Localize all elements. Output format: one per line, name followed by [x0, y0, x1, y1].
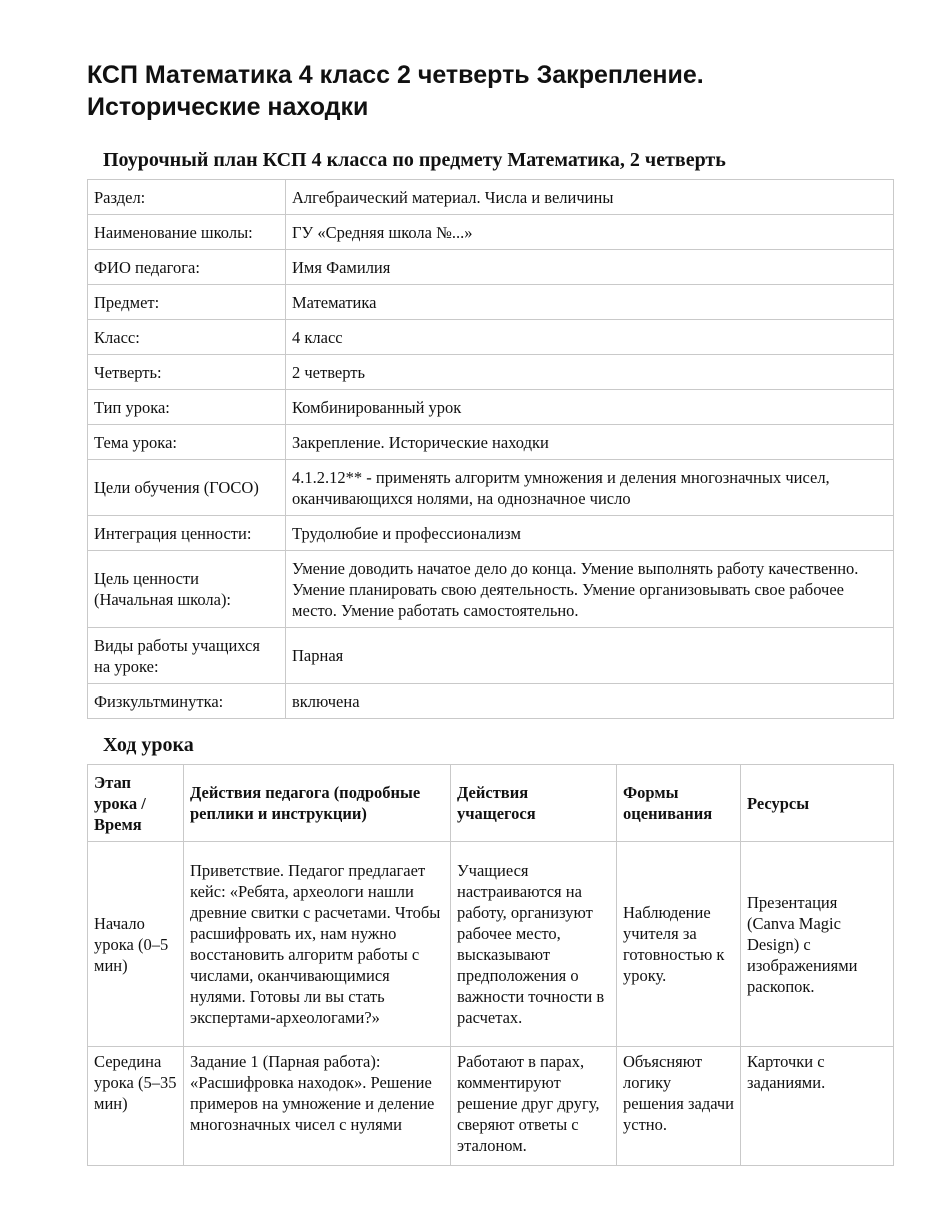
plan-label: Цели обучения (ГОСО) — [88, 460, 286, 516]
plan-row-learning-goals — [88, 460, 894, 516]
plan-label: Физкультминутка: — [88, 684, 286, 719]
plan-value: Трудолюбие и профессионализм — [286, 516, 894, 551]
lesson-header-row — [88, 765, 894, 842]
column-header-teacher-actions: Действия педагога (подробные реплики и инструкции) — [184, 765, 451, 842]
plan-heading: Поурочный план КСП 4 класса по предмету Математика, 2 четверть — [103, 149, 726, 171]
student-actions: Учащиеся настраиваются на работу, организуют рабочее место, высказывают предположения о важности точности в расчетах. — [451, 842, 617, 1047]
plan-value: Комбинированный урок — [286, 390, 894, 425]
teacher-actions: Задание 1 (Парная работа): «Расшифровка находок». Решение примеров на умножение и деление многозначных чисел с нулями — [184, 1047, 451, 1166]
plan-value: Алгебраический материал. Числа и величины — [286, 180, 894, 215]
lesson-resources: Карточки с заданиями. — [741, 1047, 894, 1166]
plan-label: Предмет: — [88, 285, 286, 320]
plan-value: ГУ «Средняя школа №...» — [286, 215, 894, 250]
plan-row-physical-break — [88, 684, 894, 719]
plan-value: 4 класс — [286, 320, 894, 355]
plan-value: 4.1.2.12** - применять алгоритм умножения и деления многозначных чисел, оканчивающихся нолями, на однозначное число — [286, 460, 894, 516]
plan-row-value-integration — [88, 516, 894, 551]
assessment-form: Наблюдение учителя за готовностью к уроку. — [617, 842, 741, 1047]
plan-value: Имя Фамилия — [286, 250, 894, 285]
plan-label: Виды работы учащихся на уроке: — [88, 628, 286, 684]
teacher-actions: Приветствие. Педагог предлагает кейс: «Ребята, археологи нашли древние свитки с расчетами. Чтобы расшифровать их, нам нужно восстановить алгоритм работы с числами, оканчивающимися нулями. Готовы ли вы стать экспертами-археологами?» — [184, 842, 451, 1047]
lesson-stage: Середина урока (5–35 мин) — [88, 1047, 184, 1166]
plan-value: Математика — [286, 285, 894, 320]
plan-label: ФИО педагога: — [88, 250, 286, 285]
plan-row-work-types — [88, 628, 894, 684]
plan-table — [87, 179, 894, 719]
lesson-table — [87, 764, 894, 1166]
page-title: КСП Математика 4 класс 2 четверть Закрепление. Исторические находки — [87, 61, 704, 121]
plan-label: Наименование школы: — [88, 215, 286, 250]
table-row — [88, 1047, 894, 1166]
plan-row-teacher — [88, 250, 894, 285]
lesson-heading: Ход урока — [103, 734, 194, 756]
plan-label: Четверть: — [88, 355, 286, 390]
plan-value: включена — [286, 684, 894, 719]
assessment-form: Объясняют логику решения задачи устно. — [617, 1047, 741, 1166]
plan-row-lesson-topic — [88, 425, 894, 460]
column-header-stage: Этап урока / Время — [88, 765, 184, 842]
plan-label: Раздел: — [88, 180, 286, 215]
column-header-student-actions: Действия учащегося — [451, 765, 617, 842]
plan-row-subject — [88, 285, 894, 320]
plan-label: Интеграция ценности: — [88, 516, 286, 551]
plan-value: 2 четверть — [286, 355, 894, 390]
plan-value: Парная — [286, 628, 894, 684]
plan-label: Класс: — [88, 320, 286, 355]
plan-row-value-goal — [88, 551, 894, 628]
plan-row-section — [88, 180, 894, 215]
plan-label: Цель ценности (Начальная школа): — [88, 551, 286, 628]
plan-label: Тема урока: — [88, 425, 286, 460]
plan-row-quarter — [88, 355, 894, 390]
table-row — [88, 842, 894, 1047]
plan-label: Тип урока: — [88, 390, 286, 425]
student-actions: Работают в парах, комментируют решение друг другу, сверяют ответы с эталоном. — [451, 1047, 617, 1166]
plan-row-lesson-type — [88, 390, 894, 425]
plan-value: Закрепление. Исторические находки — [286, 425, 894, 460]
plan-row-grade — [88, 320, 894, 355]
plan-value: Умение доводить начатое дело до конца. Умение выполнять работу качественно. Умение планировать свою деятельность. Умение организовывать свое рабочее место. Умение работать самостоятельно. — [286, 551, 894, 628]
column-header-resources: Ресурсы — [741, 765, 894, 842]
lesson-resources: Презентация (Canva Magic Design) с изображениями раскопок. — [741, 842, 894, 1047]
plan-row-school — [88, 215, 894, 250]
lesson-stage: Начало урока (0–5 мин) — [88, 842, 184, 1047]
column-header-assessment: Формы оценивания — [617, 765, 741, 842]
